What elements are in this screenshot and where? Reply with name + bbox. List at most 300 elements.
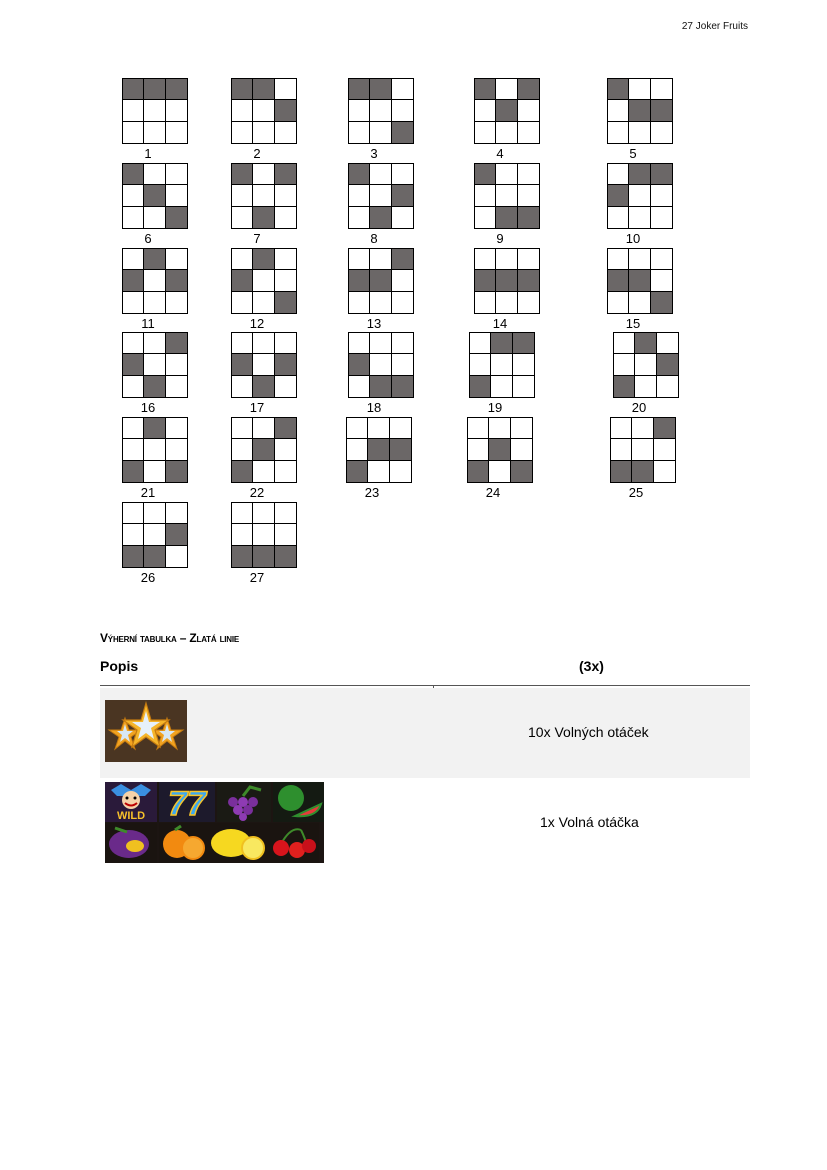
payline-cell: [144, 503, 165, 524]
payline-cell: [275, 164, 296, 185]
payline-cell: [392, 333, 413, 354]
payline-cell: [232, 439, 253, 460]
payline-cell: [392, 270, 413, 291]
payline-cell: [370, 207, 391, 228]
payline-cell: [166, 270, 187, 291]
payline-cell: [608, 122, 629, 143]
payline-cell: [608, 249, 629, 270]
payline-cell: [166, 333, 187, 354]
payline-cell: [349, 79, 370, 100]
payline-cell: [475, 249, 496, 270]
payline-cell: [392, 122, 413, 143]
payline-cell: [166, 418, 187, 439]
payline-cell: [232, 354, 253, 375]
payline-cell: [275, 292, 296, 313]
payline-cell: [275, 418, 296, 439]
payline-cell: [253, 249, 274, 270]
payline-cell: [275, 376, 296, 397]
payline-cell: [275, 439, 296, 460]
payline-cell: [475, 122, 496, 143]
payline-cell: [491, 376, 512, 397]
payline-cell: [144, 270, 165, 291]
payline-cell: [253, 100, 274, 121]
payline-cell: [390, 461, 411, 482]
payline-cell: [144, 376, 165, 397]
payline-cell: [349, 376, 370, 397]
payline-cell: [368, 439, 389, 460]
payline-cell: [518, 292, 539, 313]
payline-cell: [349, 122, 370, 143]
payline-cell: [651, 185, 672, 206]
payline-grid: [348, 332, 414, 398]
payline-cell: [475, 207, 496, 228]
payline-cell: [232, 333, 253, 354]
payline-cell: [232, 122, 253, 143]
payline-cell: [144, 524, 165, 545]
payline-cell: [629, 100, 650, 121]
payline-cell: [651, 79, 672, 100]
payline-cell: [651, 207, 672, 228]
payline-grid: [474, 78, 540, 144]
payline-cell: [166, 79, 187, 100]
payline-cell: [632, 461, 653, 482]
payline-number: 7: [253, 231, 261, 246]
payline-cell: [496, 292, 517, 313]
payline-number: 27: [249, 570, 265, 585]
payline-cell: [651, 249, 672, 270]
payline-cell: [349, 292, 370, 313]
payline-cell: [232, 100, 253, 121]
payline-cell: [489, 418, 510, 439]
payline-cell: [614, 354, 635, 375]
svg-text:77: 77: [168, 785, 206, 823]
payline-cell: [349, 100, 370, 121]
payline-cell: [370, 249, 391, 270]
payline-cell: [468, 439, 489, 460]
joker-wild-icon: [105, 782, 157, 822]
payline-cell: [368, 461, 389, 482]
payline-cell: [144, 164, 165, 185]
payline-cell: [635, 333, 656, 354]
payline-cell: [166, 461, 187, 482]
payline-cell: [651, 270, 672, 291]
payline-number: 13: [366, 316, 382, 331]
payline-cell: [392, 292, 413, 313]
payline-cell: [275, 249, 296, 270]
payline-cell: [166, 164, 187, 185]
payline-grid: [474, 248, 540, 314]
grapes-icon: [217, 782, 271, 822]
plum-icon: [105, 823, 157, 863]
payline-cell: [632, 418, 653, 439]
payline-cell: [253, 439, 274, 460]
payline-grid: [231, 78, 297, 144]
payline-cell: [611, 418, 632, 439]
payline-cell: [608, 79, 629, 100]
payline-cell: [370, 79, 391, 100]
payline-cell: [511, 418, 532, 439]
payline-grid: [467, 417, 533, 483]
payline-cell: [491, 354, 512, 375]
payline-grid: [122, 248, 188, 314]
payline-cell: [253, 292, 274, 313]
payline-cell: [144, 354, 165, 375]
payline-grid: [231, 163, 297, 229]
payline-cell: [513, 376, 534, 397]
payline-cell: [470, 333, 491, 354]
payline-cell: [275, 79, 296, 100]
payline-cell: [123, 79, 144, 100]
payline-number: 11: [141, 316, 155, 331]
payline-number: 19: [487, 400, 503, 415]
header-rule: [100, 685, 750, 686]
payline-grid: [122, 502, 188, 568]
payline-cell: [608, 185, 629, 206]
payline-cell: [275, 503, 296, 524]
payline-cell: [275, 354, 296, 375]
payline-cell: [635, 354, 656, 375]
payline-number: 23: [364, 485, 380, 500]
payline-cell: [496, 79, 517, 100]
cherry-icon: [267, 823, 319, 863]
lemon-icon: [209, 823, 267, 863]
payline-cell: [123, 333, 144, 354]
payline-cell: [651, 100, 672, 121]
payline-cell: [144, 185, 165, 206]
payline-cell: [166, 376, 187, 397]
payline-number: 14: [492, 316, 508, 331]
payline-cell: [166, 524, 187, 545]
payline-cell: [390, 439, 411, 460]
payline-cell: [370, 122, 391, 143]
payline-cell: [166, 207, 187, 228]
payline-number: 25: [628, 485, 644, 500]
payline-cell: [123, 546, 144, 567]
payline-number: 5: [629, 146, 637, 161]
payline-cell: [275, 333, 296, 354]
payline-number: 21: [140, 485, 156, 500]
svg-text:WILD: WILD: [116, 810, 146, 822]
paytable-title: Výherní tabulka – Zlatá linie: [100, 631, 240, 645]
payline-number: 6: [144, 231, 152, 246]
payline-cell: [629, 185, 650, 206]
payline-cell: [253, 185, 274, 206]
payline-cell: [392, 79, 413, 100]
payline-cell: [496, 185, 517, 206]
payline-cell: [275, 270, 296, 291]
payline-number: 9: [496, 231, 504, 246]
payline-cell: [491, 333, 512, 354]
payline-cell: [232, 164, 253, 185]
payline-cell: [349, 207, 370, 228]
payline-number: 16: [140, 400, 156, 415]
payline-grid: [613, 332, 679, 398]
payline-cell: [475, 270, 496, 291]
payline-cell: [496, 207, 517, 228]
payline-cell: [518, 79, 539, 100]
payline-cell: [654, 439, 675, 460]
payline-cell: [232, 79, 253, 100]
payline-grid: [231, 502, 297, 568]
payout-free-spins-10: 10x Volných otáček: [528, 724, 649, 740]
payline-cell: [166, 546, 187, 567]
payline-cell: [370, 292, 391, 313]
payline-cell: [123, 503, 144, 524]
payline-cell: [232, 185, 253, 206]
payline-cell: [518, 270, 539, 291]
column-header-description: Popis: [100, 658, 139, 674]
payline-number: 22: [249, 485, 265, 500]
payline-cell: [232, 376, 253, 397]
payline-cell: [253, 524, 274, 545]
payline-number: 10: [625, 231, 641, 246]
payline-grid: [231, 417, 297, 483]
payline-cell: [475, 164, 496, 185]
payline-cell: [518, 122, 539, 143]
payline-cell: [518, 185, 539, 206]
star-symbol-image: [105, 700, 187, 762]
payline-number: 15: [625, 316, 641, 331]
payline-cell: [123, 249, 144, 270]
payline-cell: [608, 100, 629, 121]
payline-grid: [122, 332, 188, 398]
payline-cell: [470, 354, 491, 375]
payline-cell: [475, 100, 496, 121]
payline-cell: [513, 333, 534, 354]
payline-number: 26: [140, 570, 156, 585]
payline-cell: [629, 79, 650, 100]
payline-cell: [370, 333, 391, 354]
payline-cell: [232, 249, 253, 270]
payline-cell: [166, 503, 187, 524]
payline-cell: [518, 249, 539, 270]
payline-cell: [123, 524, 144, 545]
payline-cell: [349, 270, 370, 291]
payline-cell: [253, 418, 274, 439]
payline-cell: [347, 461, 368, 482]
payline-cell: [608, 164, 629, 185]
payline-cell: [496, 100, 517, 121]
payline-cell: [253, 333, 274, 354]
payline-cell: [144, 333, 165, 354]
payline-cell: [275, 461, 296, 482]
payline-cell: [349, 333, 370, 354]
payline-cell: [253, 461, 274, 482]
payline-cell: [275, 546, 296, 567]
payline-cell: [123, 439, 144, 460]
payline-cell: [253, 503, 274, 524]
payline-cell: [370, 354, 391, 375]
payline-cell: [123, 292, 144, 313]
payline-cell: [166, 122, 187, 143]
payline-grid: [122, 417, 188, 483]
payline-grid: [231, 248, 297, 314]
payline-cell: [232, 503, 253, 524]
payline-cell: [123, 185, 144, 206]
payline-cell: [144, 292, 165, 313]
payline-grid: [607, 163, 673, 229]
payline-cell: [657, 354, 678, 375]
payline-cell: [144, 461, 165, 482]
payline-cell: [347, 418, 368, 439]
payline-cell: [470, 376, 491, 397]
payline-grid: [607, 78, 673, 144]
payline-cell: [370, 100, 391, 121]
payline-cell: [253, 207, 274, 228]
payline-cell: [518, 207, 539, 228]
payline-cell: [144, 100, 165, 121]
payline-cell: [496, 164, 517, 185]
payline-cell: [232, 461, 253, 482]
payline-cell: [392, 185, 413, 206]
payline-cell: [496, 249, 517, 270]
payline-cell: [123, 354, 144, 375]
payline-cell: [144, 439, 165, 460]
payline-cell: [489, 461, 510, 482]
payline-cell: [275, 207, 296, 228]
payline-cell: [370, 270, 391, 291]
payline-cell: [253, 376, 274, 397]
payline-grid: [122, 163, 188, 229]
fruit-symbols-image: [105, 782, 324, 863]
payline-cell: [123, 270, 144, 291]
payline-number: 3: [370, 146, 378, 161]
payline-cell: [392, 100, 413, 121]
payline-cell: [475, 292, 496, 313]
payline-cell: [513, 354, 534, 375]
payline-grid: [346, 417, 412, 483]
watermelon-icon: [273, 782, 324, 822]
payline-cell: [370, 376, 391, 397]
header-title: 27 Joker Fruits: [681, 21, 748, 32]
payline-cell: [629, 164, 650, 185]
payline-cell: [347, 439, 368, 460]
payline-cell: [518, 164, 539, 185]
payline-cell: [614, 376, 635, 397]
payline-cell: [253, 546, 274, 567]
payline-cell: [166, 292, 187, 313]
payline-cell: [144, 122, 165, 143]
payline-grid: [607, 248, 673, 314]
payline-cell: [349, 185, 370, 206]
payline-cell: [253, 122, 274, 143]
payline-cell: [657, 376, 678, 397]
seven-icon: [159, 782, 215, 823]
payline-cell: [496, 122, 517, 143]
payline-cell: [468, 418, 489, 439]
payline-cell: [475, 79, 496, 100]
payline-cell: [144, 546, 165, 567]
payline-cell: [496, 270, 517, 291]
payline-number: 4: [496, 146, 504, 161]
payline-cell: [392, 249, 413, 270]
payline-cell: [144, 418, 165, 439]
payline-grid: [469, 332, 535, 398]
payline-cell: [651, 164, 672, 185]
payline-number: 17: [249, 400, 265, 415]
payline-grid: [348, 78, 414, 144]
payline-grid: [122, 78, 188, 144]
payline-cell: [608, 292, 629, 313]
payline-cell: [390, 418, 411, 439]
payline-cell: [614, 333, 635, 354]
payline-cell: [608, 207, 629, 228]
payline-cell: [232, 270, 253, 291]
payline-cell: [166, 439, 187, 460]
payline-cell: [144, 207, 165, 228]
payline-cell: [629, 249, 650, 270]
payline-cell: [629, 292, 650, 313]
payline-cell: [368, 418, 389, 439]
payline-cell: [166, 354, 187, 375]
payline-cell: [275, 100, 296, 121]
payline-cell: [651, 292, 672, 313]
payline-cell: [275, 524, 296, 545]
payline-cell: [123, 122, 144, 143]
payline-cell: [123, 461, 144, 482]
payline-cell: [635, 376, 656, 397]
payline-cell: [144, 249, 165, 270]
payline-cell: [232, 207, 253, 228]
payline-cell: [475, 185, 496, 206]
payline-cell: [370, 164, 391, 185]
payline-number: 18: [366, 400, 382, 415]
payline-cell: [123, 418, 144, 439]
payline-cell: [657, 333, 678, 354]
payline-cell: [611, 461, 632, 482]
payline-cell: [392, 164, 413, 185]
payline-number: 24: [485, 485, 501, 500]
payline-cell: [253, 270, 274, 291]
payline-cell: [468, 461, 489, 482]
payline-cell: [349, 249, 370, 270]
payline-cell: [392, 376, 413, 397]
payline-cell: [629, 270, 650, 291]
payline-cell: [629, 122, 650, 143]
star-icon: [105, 700, 187, 762]
payline-cell: [608, 270, 629, 291]
payline-cell: [651, 122, 672, 143]
payline-cell: [392, 354, 413, 375]
payline-grid: [348, 248, 414, 314]
payline-number: 12: [249, 316, 265, 331]
payline-number: 8: [370, 231, 378, 246]
payout-free-spin-1: 1x Volná otáčka: [540, 814, 639, 830]
payline-number: 2: [253, 146, 261, 161]
payline-grid: [474, 163, 540, 229]
payline-cell: [166, 249, 187, 270]
payline-grid: [231, 332, 297, 398]
column-header-3x: (3x): [579, 658, 604, 674]
payline-cell: [275, 122, 296, 143]
payline-cell: [232, 524, 253, 545]
payline-cell: [253, 354, 274, 375]
payline-cell: [253, 79, 274, 100]
payline-cell: [232, 546, 253, 567]
payline-cell: [253, 164, 274, 185]
payline-cell: [654, 461, 675, 482]
payline-cell: [511, 439, 532, 460]
payline-cell: [123, 376, 144, 397]
payline-number: 20: [631, 400, 647, 415]
payline-cell: [392, 207, 413, 228]
payline-number: 1: [144, 146, 152, 161]
payline-grid: [348, 163, 414, 229]
payline-cell: [123, 164, 144, 185]
payline-cell: [629, 207, 650, 228]
payline-cell: [123, 100, 144, 121]
payline-cell: [349, 164, 370, 185]
